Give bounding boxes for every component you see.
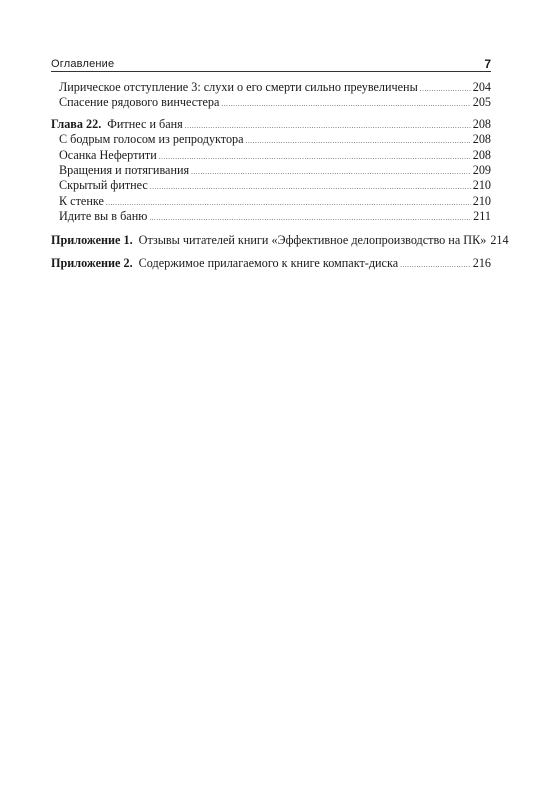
toc-entry-hidden-fitness[interactable]: [51, 178, 491, 193]
toc-entry-page: 209: [472, 162, 491, 177]
toc-entry-cheerful-voice[interactable]: [51, 132, 491, 147]
toc-entry-nefertiti-posture[interactable]: [51, 148, 491, 163]
dot-leader: [159, 150, 471, 165]
dot-leader: [221, 97, 470, 112]
toc-appendix-heading: [51, 256, 398, 271]
toc-entry-page: 208: [472, 132, 491, 147]
page-number: 7: [484, 57, 491, 71]
toc-entry-title: Скрытый фитнес: [59, 178, 148, 193]
toc-chapter-page: 208: [472, 116, 491, 131]
toc-entry-page: 208: [472, 147, 491, 162]
running-head: [51, 55, 491, 72]
toc-entry-title: Осанка Нефертити: [59, 147, 157, 162]
dot-leader: [420, 82, 471, 97]
toc-appendix-2[interactable]: [51, 256, 491, 271]
toc-chapter-22[interactable]: [51, 117, 491, 132]
toc-entry-title: К стенке: [59, 193, 104, 208]
toc-chapter-title: Фитнес и баня: [107, 116, 183, 131]
toc-entry-lyrical-digression[interactable]: [51, 80, 491, 95]
toc-entry-title: Спасение рядового винчестера: [59, 95, 220, 110]
toc-entry-to-the-wall[interactable]: [51, 194, 491, 209]
dot-leader: [149, 211, 471, 226]
dot-leader: [246, 134, 471, 149]
toc-entry-page: 204: [472, 80, 491, 94]
dot-leader: [191, 165, 471, 180]
section-title: Оглавление: [51, 58, 115, 70]
dot-leader: [150, 180, 471, 195]
dot-leader: [400, 258, 471, 273]
toc-appendix-page: 216: [472, 255, 491, 270]
toc-appendix-label: Приложение 2.: [51, 255, 133, 270]
toc-entry-page: 210: [472, 178, 491, 193]
toc-appendix-label: Приложение 1.: [51, 232, 133, 247]
toc-appendix-title: Отзывы читателей книги «Эффективное делопроизводство на ПК»: [138, 232, 487, 247]
toc-appendix-title: Содержимое прилагаемого к книге компакт-диска: [138, 255, 399, 270]
toc-entry-page: 211: [473, 209, 491, 224]
toc-entry-page: 210: [472, 193, 491, 208]
toc-chapter-label: Глава 22.: [51, 116, 102, 131]
toc-appendix-page: 214: [490, 232, 509, 247]
toc-entry-rotations-stretches[interactable]: [51, 163, 491, 178]
toc-appendix-1[interactable]: [51, 232, 509, 248]
dot-leader: [106, 196, 471, 211]
toc-entry-title: С бодрым голосом из репродуктора: [59, 132, 244, 147]
toc-entry-page: 205: [472, 95, 491, 110]
toc-entry-saving-winchester[interactable]: [51, 95, 491, 110]
table-of-contents: [51, 80, 509, 271]
toc-entry-title: Вращения и потягивания: [59, 162, 190, 177]
toc-appendix-heading: [51, 233, 486, 248]
toc-entry-title: Лирическое отступление 3: слухи о его смерти сильно преувеличены: [59, 80, 418, 94]
toc-entry-title: Идите вы в баню: [59, 209, 148, 224]
toc-entry-go-to-bathhouse[interactable]: [51, 209, 491, 224]
toc-chapter-heading: [51, 117, 183, 132]
